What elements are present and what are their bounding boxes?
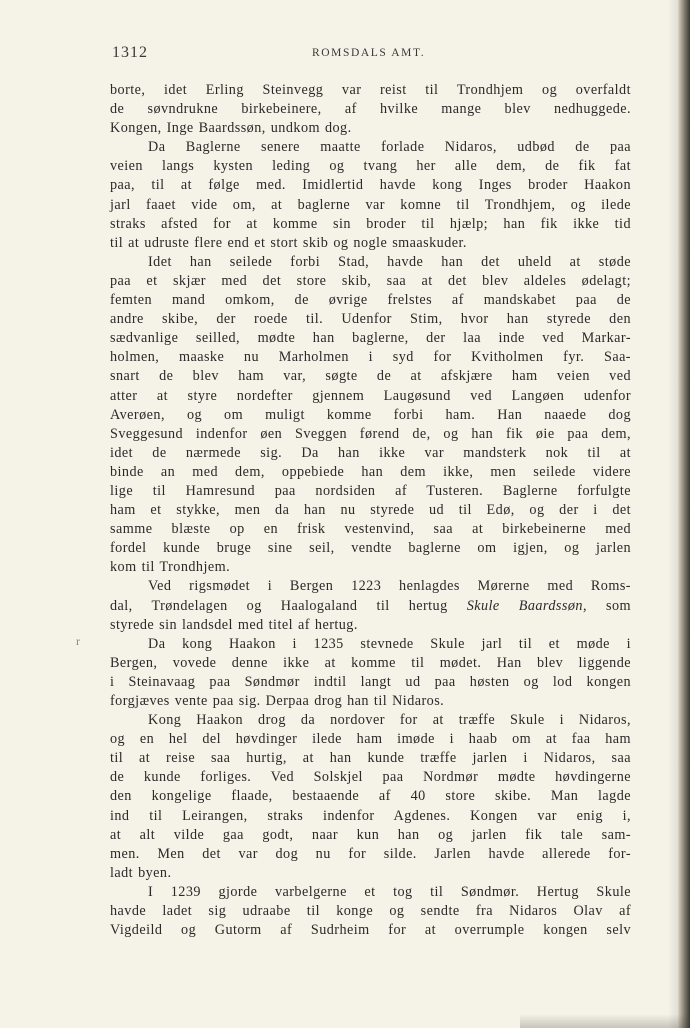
text-line: paa, til at følge med. Imidlertid havde kong Inges broder Haakon	[110, 177, 631, 194]
running-head: ROMSDALS AMT.	[312, 47, 426, 59]
text-line: den kongelige flaade, bestaaende af 40 store skibe. Man lagde	[110, 788, 631, 805]
text-line: Ved rigsmødet i Bergen 1223 henlagdes Mørerne med Roms-	[148, 578, 631, 595]
page-bottom-edge	[520, 1014, 690, 1028]
binding-shadow	[668, 0, 678, 1028]
text-line: straks afsted for at komme sin broder til hjælp; han fik ikke tid	[110, 215, 631, 232]
text-line: andre skibe, der roede til. Udenfor Stim, hvor han styrede den	[110, 311, 631, 328]
text-line: samme blæste op en frisk vestenvind, saa at birkebeinerne med	[110, 521, 631, 538]
text-line: havde ladet sig udraabe til konge og sendte fra Nidaros Olav af	[110, 903, 631, 920]
text-line: kom til Trondhjem.	[110, 559, 231, 576]
text-line: styrede sin landsdel med titel af hertug.	[110, 616, 358, 633]
text-line: veien langs kysten leding og tvang her alle dem, de fik fat	[110, 158, 631, 175]
book-binding-edge	[678, 0, 690, 1028]
text-line: atter at styre nordefter gjennem Laugøsund ved Langøen udenfor	[110, 387, 631, 404]
text-line: Da kong Haakon i 1235 stevnede Skule jarl til et møde i	[148, 635, 631, 652]
text-line: jarl faaet vide om, at baglerne var komne til Trondhjem, og ilede	[110, 196, 631, 213]
text-line: forgjæves vente paa sig. Derpaa drog han til Nidaros.	[110, 693, 445, 709]
text-line: Sveggesund indenfor øen Sveggen førend de, og han fik øie paa dem,	[110, 425, 631, 442]
text-line: Bergen, vovede denne ikke at komme til mødet. Han blev liggende	[110, 654, 631, 671]
text-line: lige til Hamresund paa nordsiden af Tusteren. Baglerne forfulgte	[110, 482, 631, 499]
text-line: ladt byen.	[110, 864, 172, 881]
text-line: og en hel del høvdinger ilede ham imøde i haab om at faa ham	[110, 731, 631, 748]
text-line	[110, 597, 631, 616]
text-line: borte, idet Erling Steinvegg var reist til Trondhjem og overfaldt	[110, 82, 631, 98]
text-line: Kongen, Inge Baardssøn, undkom dog.	[110, 120, 352, 137]
page-number: 1312	[112, 44, 148, 61]
text-line: Vigdeild og Gutorm af Sudrheim for at overrumple kongen selv	[110, 922, 631, 939]
text-line: Kong Haakon drog da nordover for at træffe Skule i Nidaros,	[148, 712, 631, 729]
text-line: Idet han seilede forbi Stad, havde han det uheld at støde	[148, 253, 631, 270]
text-line: Averøen, og om muligt komme forbi ham. Han naaede dog	[110, 406, 631, 423]
text-line: femten mand omkom, de øvrige frelstes af mandskabet paa de	[110, 292, 631, 309]
body-text	[110, 81, 631, 940]
text-line: binde an med dem, oppebiede han dem ikke, men seilede videre	[110, 463, 631, 480]
text-line: ind til Leirangen, straks indenfor Agdenes. Kongen var enig i,	[110, 807, 631, 824]
text-line: I 1239 gjorde varbelgerne et tog til Søndmør. Hertug Skule	[148, 883, 631, 900]
text-line: til at udruste flere end et stort skib og nogle smaaskuder.	[110, 234, 467, 251]
text-line: de søvndrukne birkebeinere, af hvilke mange blev nedhuggede.	[110, 101, 631, 118]
margin-pencil-mark: r	[76, 634, 80, 648]
text-line: paa et skjær med det store skib, saa at det blev aldeles ødelagt;	[110, 272, 631, 289]
text-line: til at reise saa hurtig, at han kunde træffe jarlen i Nidaros, saa	[110, 750, 631, 767]
text-line: Da Baglerne senere maatte forlade Nidaros, udbød de paa	[148, 139, 631, 156]
page-header	[112, 44, 632, 64]
text-line: snart de blev ham var, søgte de at afskjære ham veien ved	[110, 368, 631, 385]
text-line: de kunde forliges. Ved Solskjel paa Nordmør mødte høvdingerne	[110, 769, 631, 786]
text-line: men. Men det var dog nu for silde. Jarlen havde allerede for-	[110, 845, 631, 862]
text-line: at alt vilde gaa godt, naar kun han og jarlen fik tale sam-	[110, 826, 631, 843]
text-line: holmen, maaske nu Marholmen i syd for Kvitholmen fyr. Saa-	[110, 349, 631, 366]
text-line: i Steinavaag paa Søndmør indtil langt ud paa høsten og lod kongen	[110, 673, 631, 690]
text-line: sædvanlige seilled, mødte han baglerne, der laa inde ved Markar-	[110, 330, 631, 347]
text-line: idet de nærmede sig. Da han ikke var mandsterk nok til at	[110, 444, 631, 461]
text-line: ham et stykke, men da han nu styrede ud til Edø, og der i det	[110, 502, 631, 519]
text-line: fordel kunde bruge sine seil, vendte baglerne om igjen, og jarlen	[110, 540, 631, 557]
text-line-segment: dal, Trøndelagen og Haalogaland til hertug Skule Baardssøn, som	[110, 597, 631, 614]
